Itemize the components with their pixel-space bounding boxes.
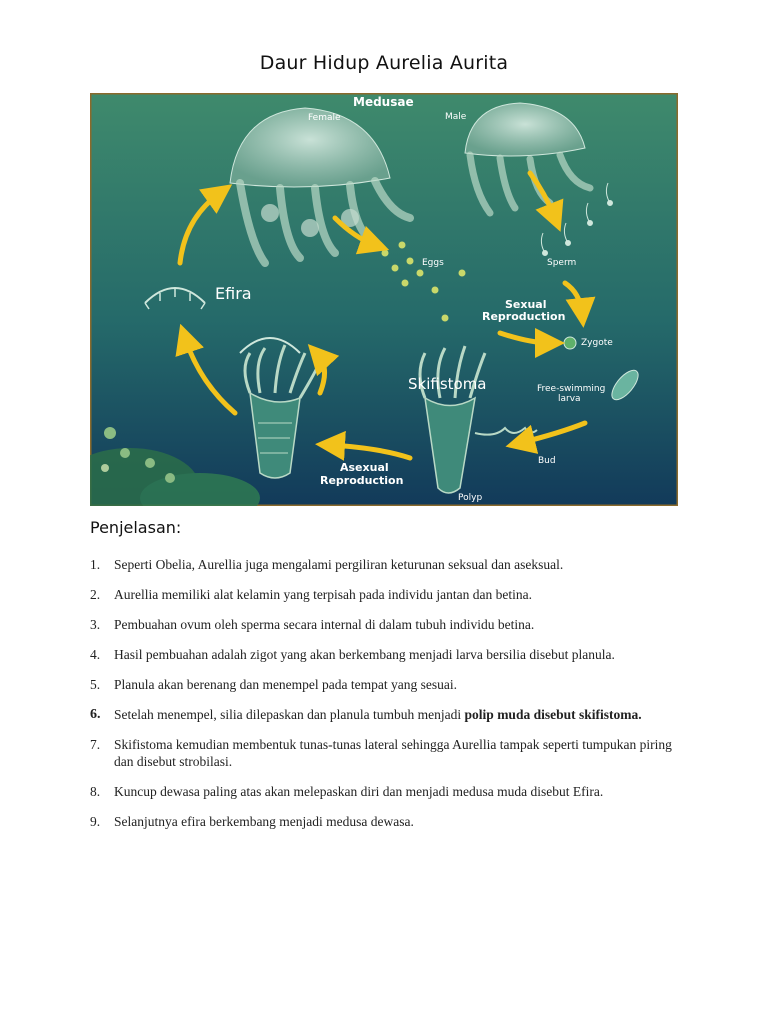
label-male: Male: [445, 112, 467, 122]
label-sexual-reproduction: Reproduction: [482, 310, 566, 323]
life-cycle-diagram: [90, 93, 678, 506]
label-polyp: Polyp: [458, 493, 483, 503]
label-asexual-reproduction: Reproduction: [320, 474, 404, 487]
label-medusae: Medusae: [353, 95, 414, 109]
label-skifistoma: Skifistoma: [408, 375, 487, 393]
zygote: [564, 337, 576, 349]
water-background: [90, 93, 678, 506]
list-item: 1. Seperti Obelia, Aurellia juga mengalami pergiliran keturunan seksual dan aseksual.: [90, 557, 564, 572]
list-item: 6. Setelah menempel, silia dilepaskan dan planula tumbuh menjadi polip muda disebut skifistoma.: [90, 707, 642, 722]
section-heading: Penjelasan:: [90, 518, 182, 537]
document-title: Daur Hidup Aurelia Aurita: [259, 52, 509, 74]
label-sperm: Sperm: [547, 258, 577, 268]
list-item: 7. Skifistoma kemudian membentuk tunas-tunas lateral sehingga Aurellia tampak seperti tumpukan piring dan disebut strobilasi.: [90, 737, 672, 769]
label-bud: Bud: [538, 456, 556, 466]
list-item: 3. Pembuahan ovum oleh sperma secara internal di dalam tubuh individu betina.: [90, 617, 535, 632]
list-item: 8. Kuncup dewasa paling atas akan melepaskan diri dan menjadi medusa muda disebut Efira.: [90, 784, 604, 799]
label-eggs: Eggs: [422, 258, 444, 268]
list-item: 9. Selanjutnya efira berkembang menjadi medusa dewasa.: [90, 814, 414, 829]
explanation-list: [90, 556, 680, 843]
label-sexual: Sexual: [505, 298, 547, 311]
label-larva: larva: [558, 394, 581, 404]
list-item: 5. Planula akan berenang dan menempel pada tempat yang sesuai.: [90, 677, 457, 692]
label-zygote: Zygote: [581, 338, 613, 348]
label-female: Female: [308, 113, 341, 123]
label-asexual: Asexual: [340, 461, 389, 474]
label-free-swimming: Free-swimming: [537, 384, 606, 394]
list-item: 4. Hasil pembuahan adalah zigot yang akan berkembang menjadi larva bersilia disebut planula.: [90, 647, 615, 662]
label-efira: Efira: [215, 284, 252, 303]
list-item: 2. Aurellia memiliki alat kelamin yang terpisah pada individu jantan dan betina.: [90, 587, 532, 602]
